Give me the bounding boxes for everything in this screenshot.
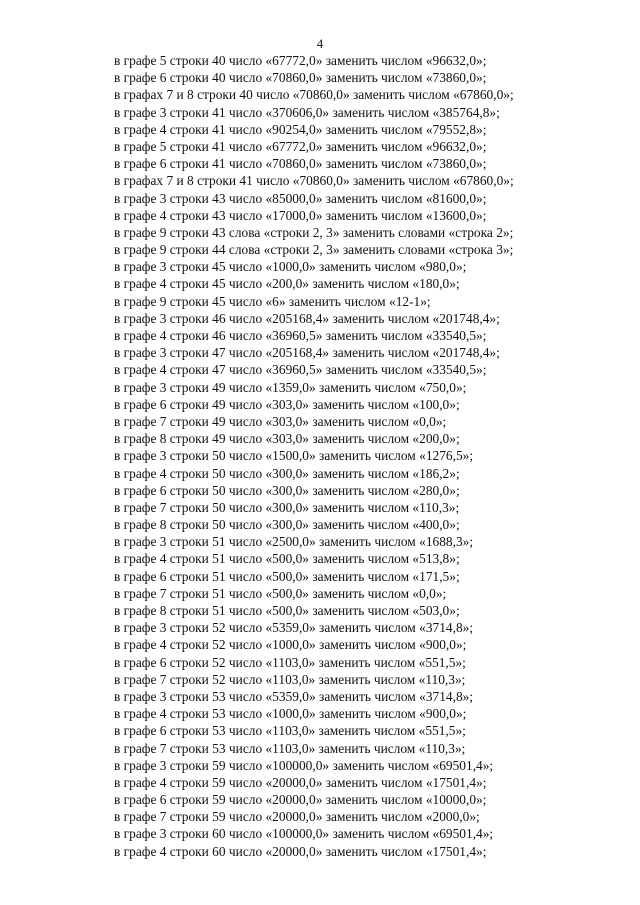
amendment-line: в графе 4 строки 47 число «36960,5» заменить числом «33540,5»;	[114, 362, 487, 378]
amendment-line: в графе 3 строки 46 число «205168,4» заменить числом «201748,4»;	[114, 310, 500, 326]
amendment-line: в графе 4 строки 53 число «1000,0» заменить числом «900,0»;	[114, 706, 467, 722]
amendment-list	[114, 52, 584, 860]
amendment-line: в графе 3 строки 45 число «1000,0» заменить числом «980,0»;	[114, 259, 467, 275]
amendment-line: в графе 6 строки 41 число «70860,0» заменить числом «73860,0»;	[114, 156, 487, 172]
amendment-line: в графе 3 строки 43 число «85000,0» заменить числом «81600,0»;	[114, 190, 487, 206]
amendment-line: в графе 4 строки 46 число «36960,5» заменить числом «33540,5»;	[114, 328, 487, 343]
amendment-line: в графе 7 строки 49 число «303,0» заменить числом «0,0»;	[114, 413, 447, 429]
amendment-line: в графе 4 строки 60 число «20000,0» заменить числом «17501,4»;	[114, 843, 487, 859]
page-number: 4	[316, 36, 324, 51]
amendment-line: в графе 9 строки 43 слова «строки 2, 3» заменить словами «строка 2»;	[114, 224, 514, 240]
amendment-line: в графе 5 строки 41 число «67772,0» заменить числом «96632,0»;	[114, 138, 487, 154]
amendment-line: в графе 3 строки 41 число «370606,0» заменить числом «385764,8»;	[114, 104, 500, 120]
amendment-line: в графе 9 строки 45 число «6» заменить числом «12-1»;	[114, 293, 431, 309]
amendment-line: в графе 3 строки 60 число «100000,0» заменить числом «69501,4»;	[114, 826, 494, 842]
amendment-line: в графе 9 строки 44 слова «строки 2, 3» заменить словами «строка 3»;	[114, 242, 514, 258]
amendment-line: в графе 8 строки 49 число «303,0» заменить числом «200,0»;	[114, 431, 460, 447]
amendment-line: в графе 3 строки 49 число «1359,0» заменить числом «750,0»;	[114, 379, 467, 395]
amendment-line: в графе 7 строки 50 число «300,0» заменить числом «110,3»;	[114, 499, 460, 515]
amendment-line: в графе 3 строки 50 число «1500,0» заменить числом «1276,5»;	[114, 448, 474, 464]
amendment-line: в графах 7 и 8 строки 40 число «70860,0» заменить числом «67860,0»;	[114, 87, 514, 103]
amendment-line: в графе 6 строки 49 число «303,0» заменить числом «100,0»;	[114, 396, 460, 412]
amendment-line: в графе 6 строки 40 число «70860,0» заменить числом «73860,0»;	[114, 70, 487, 86]
amendment-line: в графе 7 строки 53 число «1103,0» заменить числом «110,3»;	[114, 740, 466, 756]
amendment-line: в графе 8 строки 51 число «500,0» заменить числом «503,0»;	[114, 603, 460, 618]
amendment-line: в графе 3 строки 53 число «5359,0» заменить числом «3714,8»;	[114, 688, 474, 704]
amendment-line: в графе 6 строки 53 число «1103,0» заменить числом «551,5»;	[114, 723, 466, 739]
amendment-line: в графе 4 строки 52 число «1000,0» заменить числом «900,0»;	[114, 637, 467, 653]
amendment-line: в графе 6 строки 51 число «500,0» заменить числом «171,5»;	[114, 568, 460, 584]
amendment-line: в графе 4 строки 43 число «17000,0» заменить числом «13600,0»;	[114, 207, 487, 223]
amendment-line: в графе 6 строки 59 число «20000,0» заменить числом «10000,0»;	[114, 792, 487, 808]
amendment-line: в графе 4 строки 51 число «500,0» заменить числом «513,8»;	[114, 551, 460, 567]
amendment-line: в графе 7 строки 52 число «1103,0» заменить числом «110,3»;	[114, 671, 466, 687]
amendment-line: в графе 5 строки 40 число «67772,0» заменить числом «96632,0»;	[114, 53, 487, 68]
amendment-line: в графе 4 строки 41 число «90254,0» заменить числом «79552,8»;	[114, 121, 487, 137]
amendment-line: в графе 7 строки 59 число «20000,0» заменить числом «2000,0»;	[114, 809, 480, 825]
amendment-line: в графе 3 строки 51 число «2500,0» заменить числом «1688,3»;	[114, 534, 474, 550]
amendment-line: в графе 6 строки 52 число «1103,0» заменить числом «551,5»;	[114, 654, 466, 670]
amendment-line: в графе 6 строки 50 число «300,0» заменить числом «280,0»;	[114, 482, 460, 498]
amendment-line: в графах 7 и 8 строки 41 число «70860,0» заменить числом «67860,0»;	[114, 173, 514, 189]
amendment-line: в графе 3 строки 47 число «205168,4» заменить числом «201748,4»;	[114, 345, 500, 361]
amendment-line: в графе 8 строки 50 число «300,0» заменить числом «400,0»;	[114, 517, 460, 533]
amendment-line: в графе 4 строки 50 число «300,0» заменить числом «186,2»;	[114, 465, 460, 481]
amendment-line: в графе 3 строки 59 число «100000,0» заменить числом «69501,4»;	[114, 757, 494, 773]
amendment-line: в графе 3 строки 52 число «5359,0» заменить числом «3714,8»;	[114, 620, 474, 636]
amendment-line: в графе 4 строки 59 число «20000,0» заменить числом «17501,4»;	[114, 774, 487, 790]
amendment-line: в графе 7 строки 51 число «500,0» заменить числом «0,0»;	[114, 585, 447, 601]
amendment-line: в графе 4 строки 45 число «200,0» заменить числом «180,0»;	[114, 276, 460, 292]
